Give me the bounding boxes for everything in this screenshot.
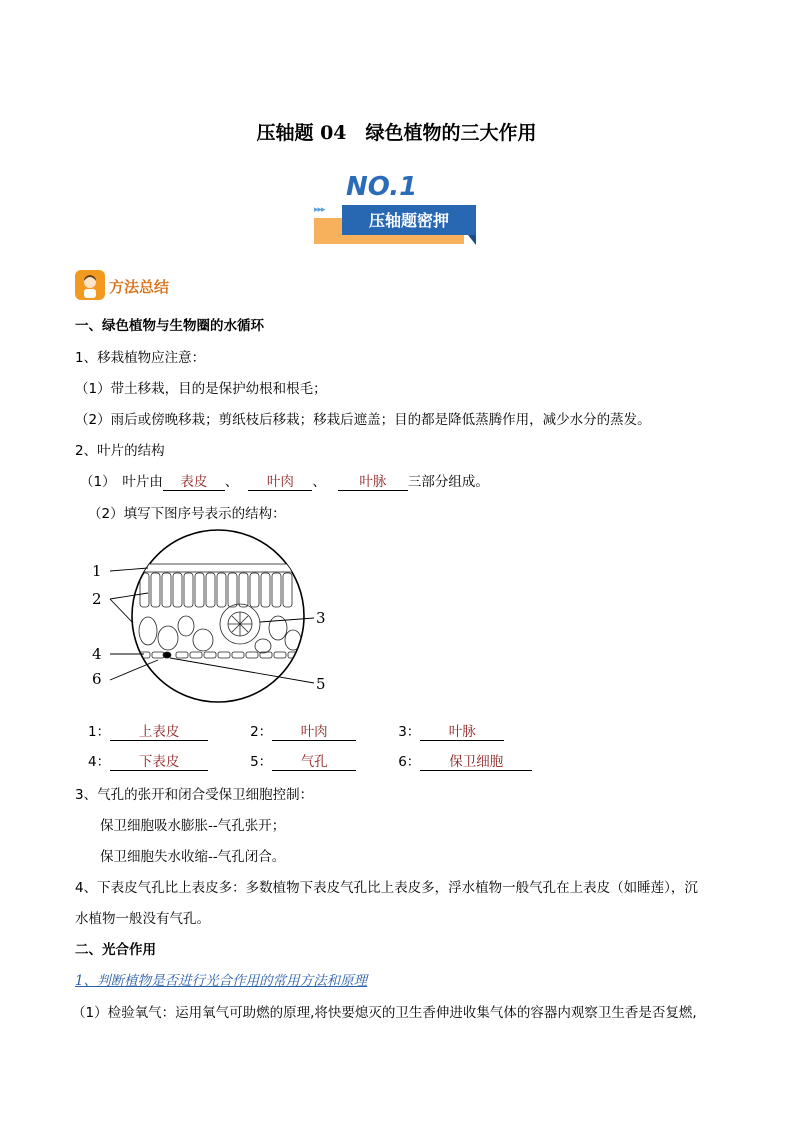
item3: 3、气孔的张开和闭合受保卫细胞控制： xyxy=(75,787,314,803)
label-5-number: 5： xyxy=(250,754,273,770)
item1a: （1）带土移栽，目的是保护幼根和根毛； xyxy=(75,381,327,397)
item2a xyxy=(80,470,489,491)
item2a-prefix: （1） 叶片由 xyxy=(80,474,163,490)
item2b: （2）填写下图序号表示的结构： xyxy=(88,506,286,522)
teacher-icon xyxy=(75,270,105,300)
section2-sub1: 1、判断植物是否进行光合作用的常用方法和原理 xyxy=(75,973,368,989)
badge-number: NO.1 xyxy=(346,172,418,202)
answer-epidermis: 表皮 xyxy=(163,470,225,491)
page-title: 压轴题 04 绿色植物的三大作用 xyxy=(256,122,537,144)
labels-row-2 xyxy=(88,750,532,771)
badge-label: 压轴题密押 xyxy=(368,211,449,230)
section2-sub1a: （1）检验氧气：运用氧气可助燃的原理,将快要熄灭的卫生香伸进收集气体的容器内观察卫生香是否复燃, xyxy=(72,1005,697,1021)
item2a-separator: 、 xyxy=(312,474,326,490)
answer-vein: 叶脉 xyxy=(338,470,408,491)
leaf-cross-section-diagram xyxy=(88,528,332,706)
label-6-number: 6： xyxy=(398,754,421,770)
answer-stoma: 气孔 xyxy=(272,750,356,771)
diagram-label-1: 1 xyxy=(92,562,102,580)
item3a: 保卫细胞吸水膨胀--气孔张开； xyxy=(100,818,286,834)
label-2-number: 2： xyxy=(250,724,273,740)
label-1-number: 1： xyxy=(88,724,111,740)
badge-fold xyxy=(468,235,476,245)
answer-mesophyll-2: 叶肉 xyxy=(272,720,356,741)
section-badge xyxy=(312,172,478,248)
label-3-number: 3： xyxy=(398,724,421,740)
item1b: （2）雨后或傍晚移栽；剪纸枝后移栽；移栽后遮盖；目的都是降低蒸腾作用，减少水分的蒸发。 xyxy=(75,412,651,428)
item1: 1、移栽植物应注意： xyxy=(75,350,206,366)
item3b: 保卫细胞失水收缩--气孔闭合。 xyxy=(100,849,286,865)
section2-heading: 二、光合作用 xyxy=(75,942,156,958)
item2: 2、叶片的结构 xyxy=(75,443,165,459)
answer-vein-3: 叶脉 xyxy=(420,720,504,741)
diagram-label-3: 3 xyxy=(316,609,326,627)
diagram-label-4: 4 xyxy=(92,645,102,663)
badge-arrows: ▸▸▸ xyxy=(314,205,325,215)
answer-guard-cell: 保卫细胞 xyxy=(420,750,532,771)
diagram-label-2: 2 xyxy=(92,590,102,608)
answer-lower-epidermis: 下表皮 xyxy=(110,750,208,771)
answer-upper-epidermis: 上表皮 xyxy=(110,720,208,741)
item4a: 4、下表皮气孔比上表皮多：多数植物下表皮气孔比上表皮多，浮水植物一般气孔在上表皮（如睡莲），沉 xyxy=(75,880,698,896)
item4b: 水植物一般没有气孔。 xyxy=(75,911,210,927)
diagram-label-5: 5 xyxy=(316,675,326,693)
labels-row-1 xyxy=(88,720,504,741)
item2a-separator: 、 xyxy=(224,474,239,490)
section1-heading: 一、绿色植物与生物圈的水循环 xyxy=(75,318,264,334)
method-summary-label: 方法总结 xyxy=(109,278,170,296)
label-4-number: 4： xyxy=(88,754,111,770)
diagram-label-6: 6 xyxy=(92,670,102,688)
answer-mesophyll: 叶肉 xyxy=(248,470,312,491)
item2a-suffix: 三部分组成。 xyxy=(407,474,489,490)
